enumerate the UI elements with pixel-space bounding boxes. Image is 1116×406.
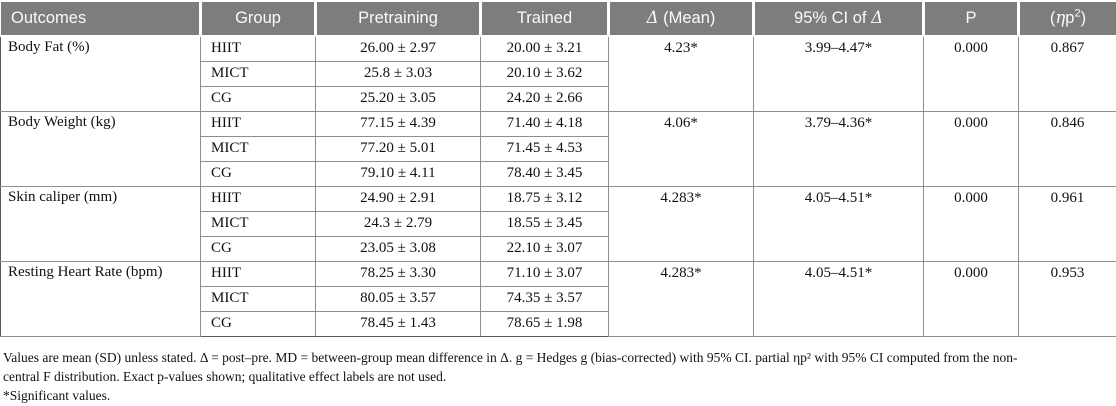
group-cell: CG <box>201 236 316 261</box>
group-cell: MICT <box>201 286 316 311</box>
delta-cell: 4.283* <box>609 261 754 336</box>
pretraining-cell: 77.15 ± 4.39 <box>316 111 481 136</box>
trained-cell: 18.75 ± 3.12 <box>481 186 609 211</box>
header-row <box>1 1 1116 36</box>
table-row <box>1 36 1116 61</box>
trained-cell: 18.55 ± 3.45 <box>481 211 609 236</box>
group-cell: MICT <box>201 136 316 161</box>
pretraining-cell: 25.20 ± 3.05 <box>316 86 481 111</box>
column-header-p: P <box>924 1 1019 36</box>
trained-cell: 22.10 ± 3.07 <box>481 236 609 261</box>
ci-label: 95% CI of <box>794 9 872 27</box>
group-cell: HIIT <box>201 186 316 211</box>
pretraining-cell: 78.45 ± 1.43 <box>316 311 481 336</box>
table-row <box>1 186 1116 211</box>
trained-cell: 71.45 ± 4.53 <box>481 136 609 161</box>
trained-cell: 71.10 ± 3.07 <box>481 261 609 286</box>
group-cell: HIIT <box>201 261 316 286</box>
p-cell: 0.000 <box>924 36 1019 111</box>
group-cell: MICT <box>201 61 316 86</box>
pretraining-cell: 78.25 ± 3.30 <box>316 261 481 286</box>
delta-mean-label: (Mean) <box>658 9 716 27</box>
outcome-cell: Resting Heart Rate (bpm) <box>1 261 201 336</box>
group-cell: CG <box>201 86 316 111</box>
column-header-outcomes: Outcomes <box>1 1 201 36</box>
footnote-line: Values are mean (SD) unless stated. Δ = post–pre. MD = between-group mean difference in Δ. g = Hedges g (bias-corrected) with 95% CI. partial ηp² with 95% CI computed from the non- <box>3 349 1018 365</box>
pretraining-cell: 23.05 ± 3.08 <box>316 236 481 261</box>
group-cell: CG <box>201 161 316 186</box>
group-cell: HIIT <box>201 111 316 136</box>
delta-symbol: Δ <box>871 8 883 27</box>
p-cell: 0.000 <box>924 261 1019 336</box>
eta-cell: 0.846 <box>1019 111 1116 186</box>
eta-symbol: η <box>1055 8 1066 27</box>
ci-cell: 4.05–4.51* <box>754 261 924 336</box>
trained-cell: 71.40 ± 4.18 <box>481 111 609 136</box>
ci-cell: 3.99–4.47* <box>754 36 924 111</box>
pretraining-cell: 24.90 ± 2.91 <box>316 186 481 211</box>
pretraining-cell: 79.10 ± 4.11 <box>316 161 481 186</box>
column-header-group: Group <box>201 1 316 36</box>
ci-cell: 4.05–4.51* <box>754 186 924 261</box>
table-footnotes <box>0 348 1116 405</box>
table-row <box>1 261 1116 286</box>
trained-cell: 20.00 ± 3.21 <box>481 36 609 61</box>
p-cell: 0.000 <box>924 111 1019 186</box>
p-cell: 0.000 <box>924 186 1019 261</box>
column-header-trained: Trained <box>481 1 609 36</box>
delta-cell: 4.23* <box>609 36 754 111</box>
pretraining-cell: 26.00 ± 2.97 <box>316 36 481 61</box>
column-header-eta-squared: $(\eta p^2)$ <box>1019 1 1116 36</box>
trained-cell: 20.10 ± 3.62 <box>481 61 609 86</box>
pretraining-cell: 24.3 ± 2.79 <box>316 211 481 236</box>
pretraining-cell: 25.8 ± 3.03 <box>316 61 481 86</box>
trained-cell: 74.35 ± 3.57 <box>481 286 609 311</box>
group-cell: MICT <box>201 211 316 236</box>
column-header-ci <box>754 1 924 36</box>
delta-cell: 4.06* <box>609 111 754 186</box>
delta-cell: 4.283* <box>609 186 754 261</box>
column-header-delta-mean <box>609 1 754 36</box>
pretraining-cell: 77.20 ± 5.01 <box>316 136 481 161</box>
outcome-cell: Body Fat (%) <box>1 36 201 111</box>
ci-cell: 3.79–4.36* <box>754 111 924 186</box>
eta-cell: 0.867 <box>1019 36 1116 111</box>
column-header-pretraining: Pretraining <box>316 1 481 36</box>
trained-cell: 24.20 ± 2.66 <box>481 86 609 111</box>
delta-symbol: Δ <box>646 8 659 27</box>
group-cell: CG <box>201 311 316 336</box>
group-cell: HIIT <box>201 36 316 61</box>
pretraining-cell: 80.05 ± 3.57 <box>316 286 481 311</box>
eta-cell: 0.953 <box>1019 261 1116 336</box>
eta-cell: 0.961 <box>1019 186 1116 261</box>
trained-cell: 78.40 ± 3.45 <box>481 161 609 186</box>
trained-cell: 78.65 ± 1.98 <box>481 311 609 336</box>
outcome-cell: Skin caliper (mm) <box>1 186 201 261</box>
outcome-cell: Body Weight (kg) <box>1 111 201 186</box>
table-row <box>1 111 1116 136</box>
footnote-line: *Significant values. <box>3 387 111 403</box>
footnote-line: central F distribution. Exact p-values shown; qualitative effect labels are not used. <box>3 368 447 384</box>
